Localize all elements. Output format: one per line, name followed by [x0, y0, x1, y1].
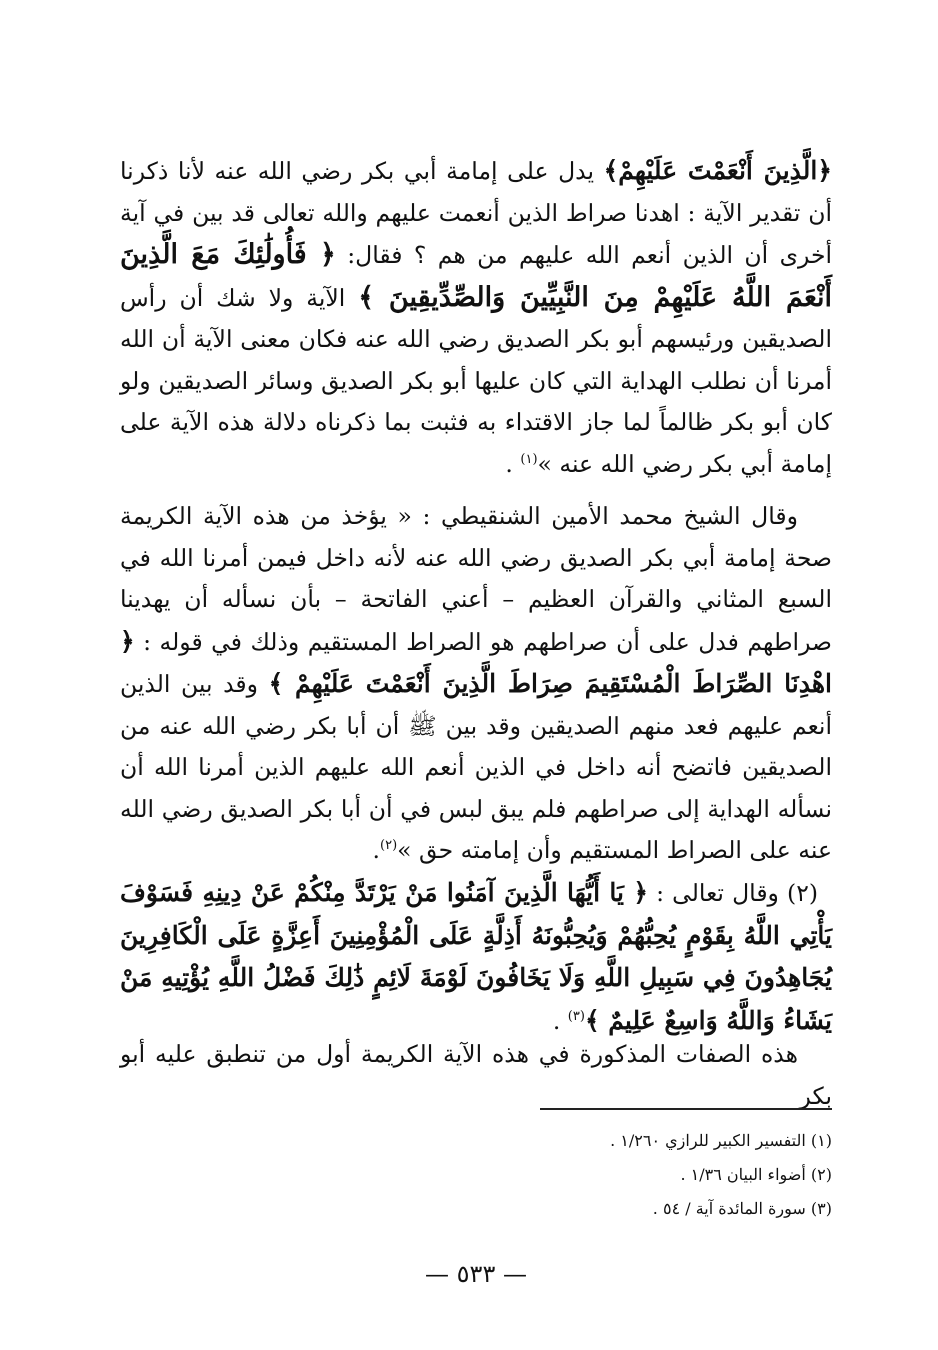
- paragraph-razi-quote: [120, 150, 832, 485]
- footnote-item: (١) التفسير الكبير للرازي ١/٢٦٠ .: [610, 1131, 832, 1150]
- footnote-reference[interactable]: (٣): [567, 1008, 585, 1024]
- footnote-reference[interactable]: (١): [520, 451, 538, 467]
- paragraph-end: .: [372, 836, 381, 864]
- quran-verse: ﴿ يَا أَيُّهَا الَّذِينَ آمَنُوا مَنْ يَرْتَدَّ مِنْكُمْ عَنْ دِينِهِ فَسَوْفَ يَأْتِي اللَّهُ بِقَوْمٍ يُحِبُّهُمْ وَيُحِبُّونَهُ أَذِلَّةٍ عَلَى الْمُؤْمِنِينَ أَعِزَّةٍ عَلَى الْكَافِرِينَ يُجَاهِدُونَ فِي سَبِيلِ اللَّهِ وَلَا يَخَافُونَ لَوْمَةَ لَائِمٍ ذَٰلِكَ فَضْلُ اللَّهِ يُؤْتِيهِ مَنْ يَشَاءُ وَاللَّهُ وَاسِعٌ عَلِيمٌ ﴾: [120, 878, 832, 1035]
- paragraph-end: .: [505, 449, 521, 478]
- paragraph-maidah-verse: [120, 872, 832, 1042]
- footnotes-list: [120, 1124, 832, 1226]
- book-page: [120, 150, 832, 1310]
- footnote-separator: [540, 1108, 832, 1110]
- paragraph-text: هذه الصفات المذكورة في هذه الآية الكريمة أول من تنطبق عليه أبو بكر: [120, 1040, 832, 1110]
- paragraph-shinqiti-quote: [120, 496, 832, 872]
- paragraph-text: وقد بين الذين أنعم عليهم فعد منهم الصديقين وقد بين ﷺ أن أبا بكر رضي الله عنه من الصديقين فاتضح أنه داخل في الذين أنعم الله عليهم الذين أمرنا الله أن نسأله الهداية إلى صراطهم فلم يبق لبس في أن أبا بكر الصديق رضي الله عنه على الصراط المستقيم وأن إمامته حق »: [120, 670, 832, 864]
- paragraph-attributes: [120, 1034, 832, 1117]
- footnote-item: (٢) أضواء البيان ١/٣٦ .: [680, 1165, 832, 1184]
- paragraph-text: يدل على إمامة أبي بكر رضي الله عنه لأنا ذكرنا أن تقدير الآية : اهدنا صراط الذين أنعمت عليهم والله تعالى قد بين في آية أخرى أن الذين أنعم الله عليهم من هم ؟ فقال:: [120, 157, 832, 269]
- quran-verse: ﴿ اهْدِنَا الصِّرَاطَ الْمُسْتَقِيمَ صِرَاطَ الَّذِينَ أَنْعَمْتَ عَلَيْهِمْ ﴾: [120, 626, 832, 698]
- quran-verse: ﴿ فَأُولَٰئِكَ مَعَ الَّذِينَ أَنْعَمَ اللَّهُ عَلَيْهِمْ مِنَ النَّبِيِّينَ وَالصِّدِّيقِينَ ﴾: [120, 239, 832, 313]
- paragraph-text: الآية ولا شك أن رأس الصديقين ورئيسهم أبو بكر الصديق رضي الله عنه فكان معنى الآية أن الله أمرنا أن نطلب الهداية التي كان عليها أبو بكر الصديق وسائر الصديقين ولو كان أبو بكر ظالماً لما جاز الاقتداء به فثبت بما ذكرناه دلالة هذه الآية على إمامة أبي بكر رضي الله عنه »: [120, 283, 832, 478]
- footnote-reference[interactable]: (٢): [380, 838, 398, 854]
- footnote-item: (٣) سورة المائدة آية / ٥٤ .: [652, 1199, 832, 1218]
- page-number: — ٥٣٣ —: [425, 1260, 527, 1288]
- quran-verse: ﴿الَّذِينَ أَنْعَمْتَ عَلَيْهِمْ﴾: [603, 156, 832, 185]
- paragraph-text: وقال الشيخ محمد الأمين الشنقيطي : « يؤخذ من هذه الآية الكريمة صحة إمامة أبي بكر الصديق رضي الله عنه لأنه داخل فيمن أمرنا الله في السبع المثاني والقرآن العظيم – أعني الفاتحة – بأن نسأله أن يهدينا صراطهم فدل على أن صراطهم هو الصراط المستقيم وذلك في قوله :: [120, 502, 832, 656]
- paragraph-end: .: [552, 1006, 568, 1035]
- paragraph-lead: (٢) وقال تعالى :: [648, 879, 818, 907]
